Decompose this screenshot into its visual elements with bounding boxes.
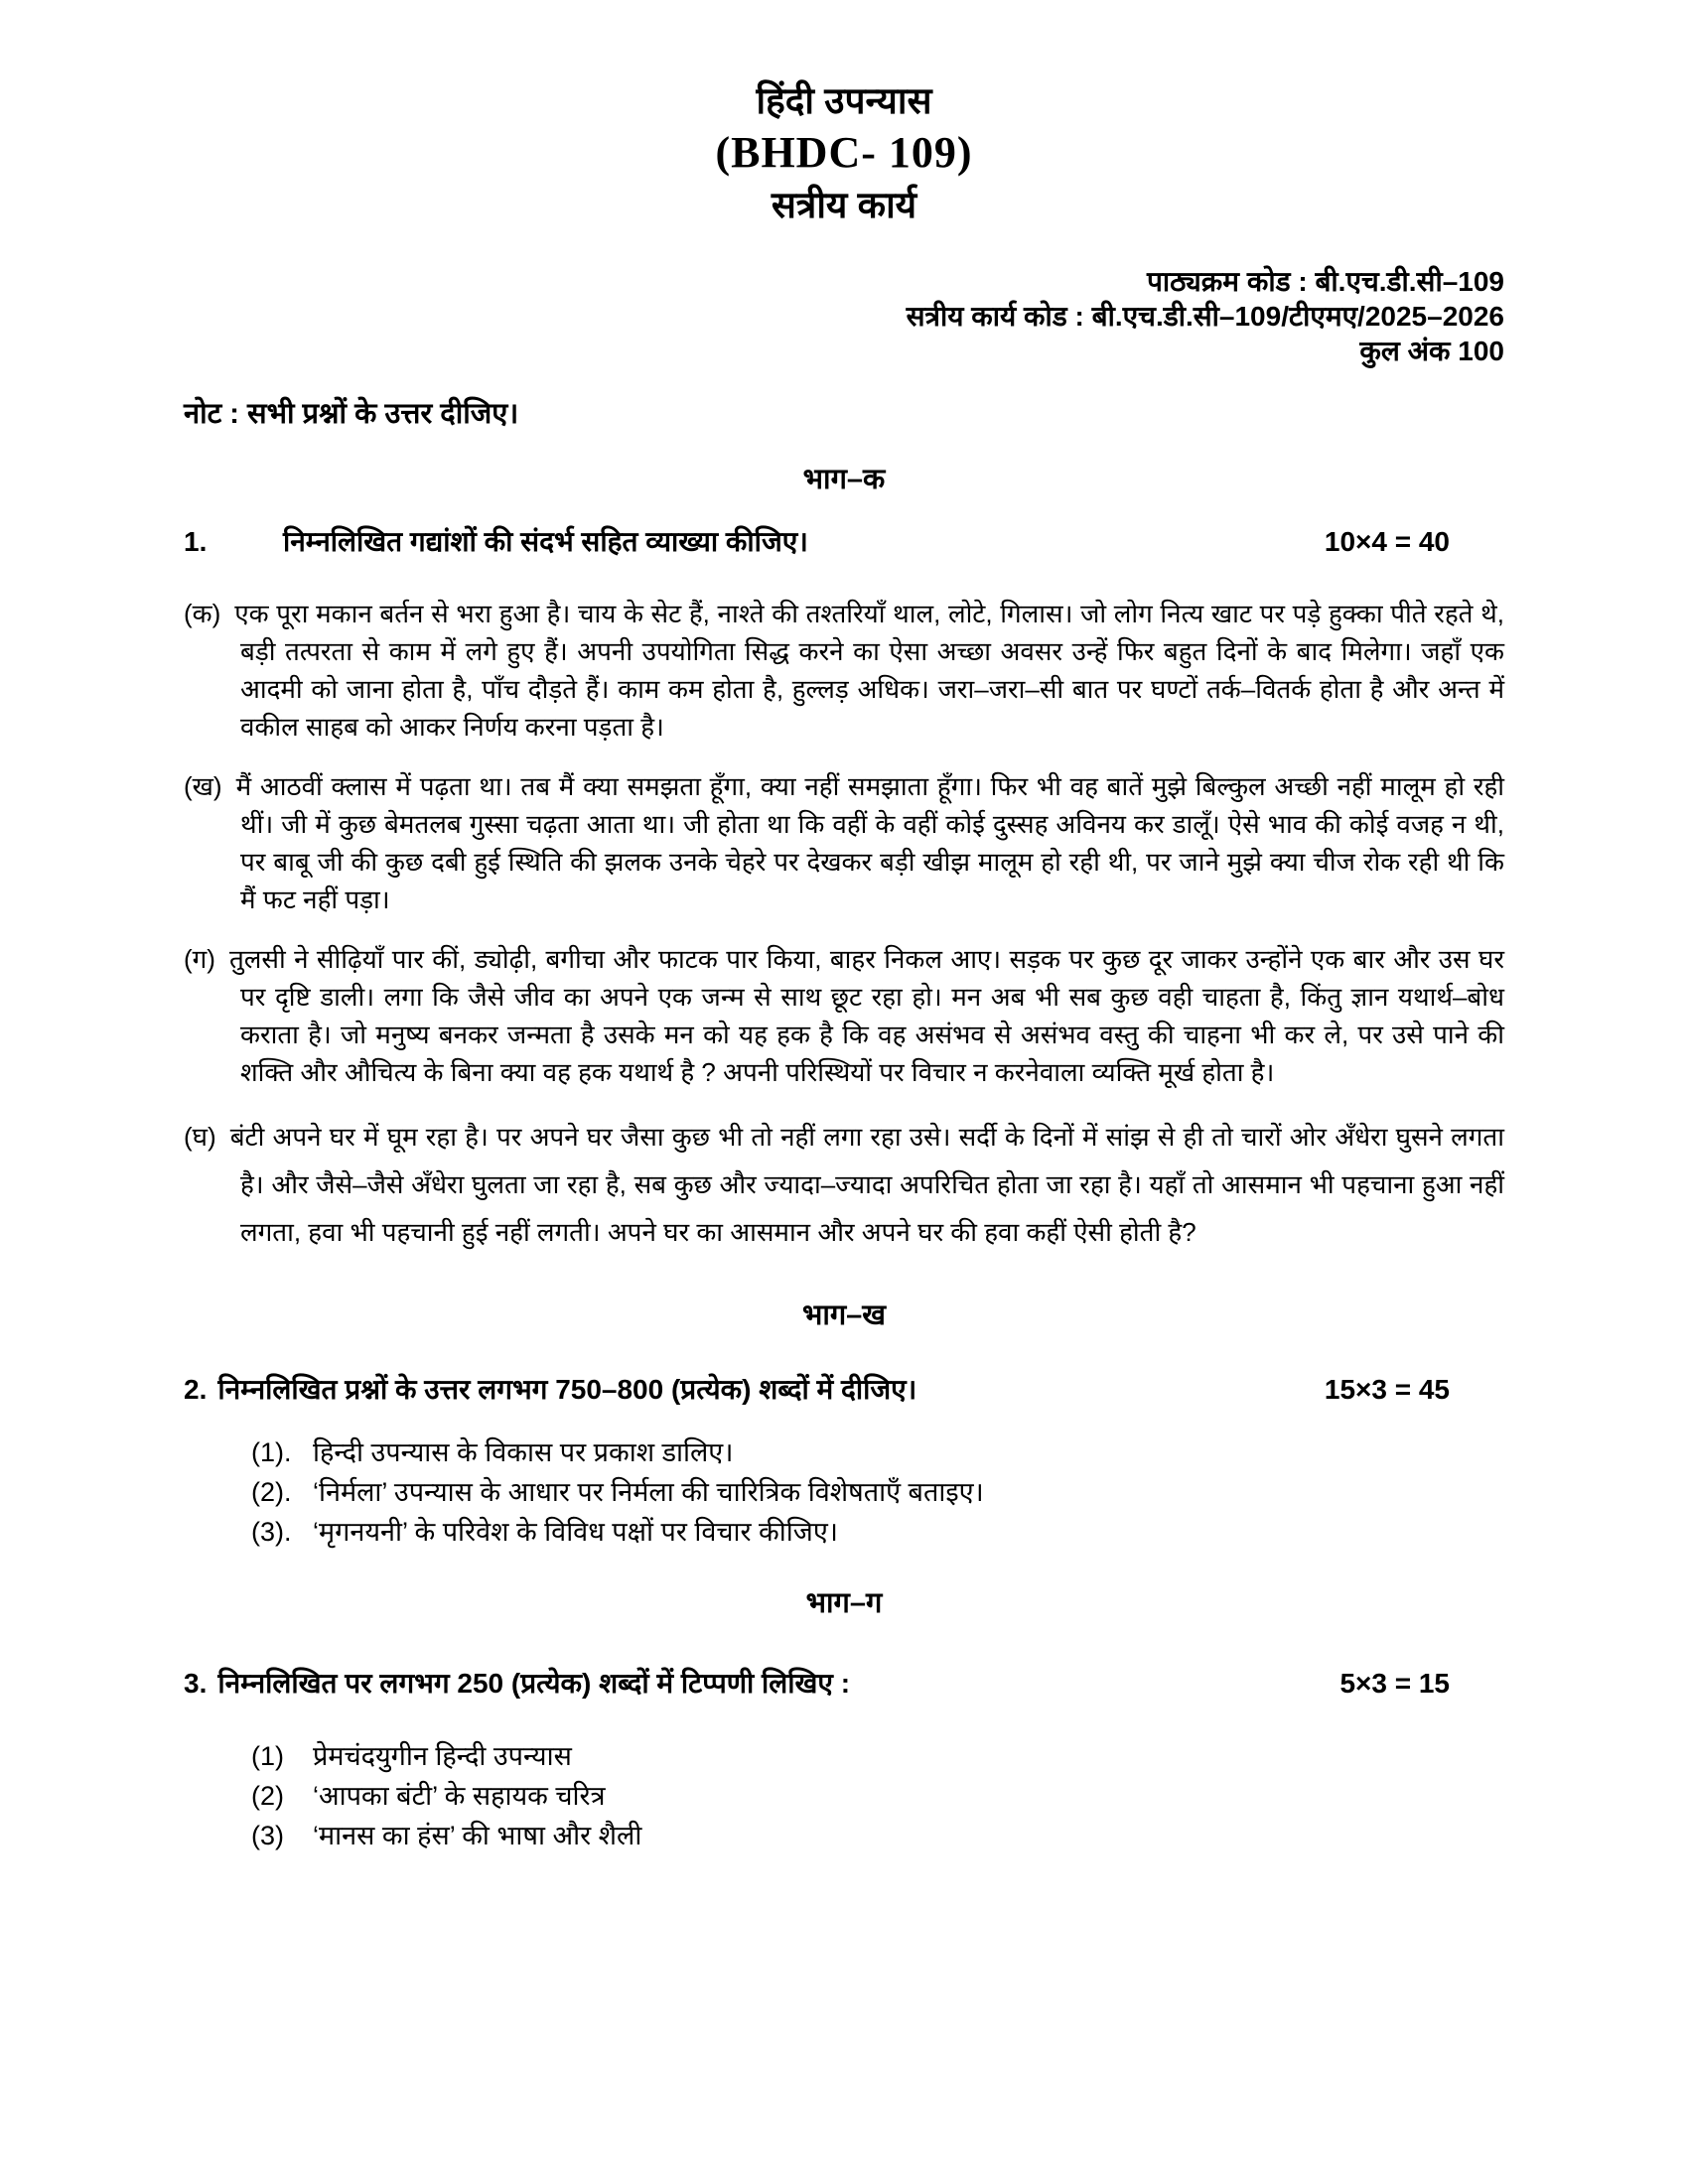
section-a-heading: भाग–क <box>802 464 886 495</box>
passage-ga-label: (ग) <box>184 944 215 974</box>
section-b-heading: भाग–ख <box>801 1299 887 1331</box>
note-line: नोट : सभी प्रश्नों के उत्तर दीजिए। <box>184 398 519 430</box>
passage-gha <box>184 1113 1504 1256</box>
course-code-title: (BHDC- 109) <box>715 128 973 177</box>
passage-ga-text: तुलसी ने सीढ़ियाँ पार कीं, ड्योढ़ी, बगीचा और फाटक पार किया, बाहर निकल आए। सड़क पर कुछ दूर जाकर उन्होंने एक बार और उस घर पर दृष्टि डाली। लगा कि जैसे जीव का अपने एक जन्म से साथ छूट रहा हो। मन अब भी सब कुछ वही चाहता है, किंतु ज्ञान यथार्थ–बोध कराता है। जो मनुष्य बनकर जन्मता है उसके मन को यह हक है कि वह असंभव से असंभव वस्तु की चाहना भी कर ले, पर उसे पाने की शक्ति और औचित्य के बिना क्या वह हक यथार्थ है ? अपनी परिस्थियों पर विचार न करनेवाला व्यक्ति मूर्ख होता है। <box>228 944 1504 1087</box>
question-2-item-3 <box>251 1512 1504 1552</box>
question-2-item-2 <box>251 1472 1504 1512</box>
question-2-item-2-text: ‘निर्मला’ उपन्यास के आधार पर निर्मला की चारित्रिक विशेषताएँ बताइए। <box>313 1477 984 1507</box>
title-block <box>184 0 1504 230</box>
question-2-items <box>251 1433 1504 1552</box>
question-3-marks: 5×3 = 15 <box>1339 1668 1450 1699</box>
section-c-heading: भाग–ग <box>805 1587 883 1619</box>
passage-kha <box>184 767 1504 918</box>
question-2-text: निम्नलिखित प्रश्नों के उत्तर लगभग 750–800 (प्रत्येक) शब्दों में दीजिए। <box>217 1374 917 1405</box>
assignment-type-title: सत्रीय कार्य <box>771 185 917 225</box>
question-3-number: 3. <box>184 1668 208 1699</box>
course-title: हिंदी उपन्यास <box>756 80 932 121</box>
question-2-item-1 <box>251 1433 1504 1472</box>
question-3-item-3-text: ‘मानस का हंस’ की भाषा और शैली <box>313 1821 642 1850</box>
question-2-item-3-text: ‘मृगनयनी’ के परिवेश के विविध पक्षों पर विचार कीजिए। <box>313 1517 838 1547</box>
passage-ka-text: एक पूरा मकान बर्तन से भरा हुआ है। चाय के सेट हैं, नाश्ते की तश्तरियाँ थाल, लोटे, गिलास। जो लोग नित्य खाट पर पड़े हुक्का पीते रहते थे, बड़ी तत्परता से काम में लगे हुए हैं। अपनी उपयोगिता सिद्ध करने का ऐसा अच्छा अवसर उन्हें फिर बहुत दिनों के बाद मिलेगा। जहाँ एक आदमी को जाना होता है, पाँच दौड़ते हैं। काम कम होता है, हुल्लड़ अधिक। जरा–जरा–सी बात पर घण्टों तर्क–वितर्क होता है और अन्त में वकील साहब को आकर निर्णय करना पड़ता है। <box>234 599 1504 742</box>
passage-ga <box>184 940 1504 1091</box>
question-1-row <box>184 523 1504 561</box>
question-3-item-3-label: (3) <box>251 1821 284 1850</box>
passage-kha-text: मैं आठवीं क्लास में पढ़ता था। तब मैं क्या समझता हूँगा, क्या नहीं समझाता हूँगा। फिर भी वह बातें मुझे बिल्कुल अच्छी नहीं मालूम हो रही थीं। जी में कुछ बेमतलब गुस्सा चढ़ता आता था। जी होता था कि वहीं के वहीं कोई दुस्सह अविनय कर डालूँ। ऐसे भाव की कोई वजह न थी, पर बाबू जी की कुछ दबी हुई स्थिति की झलक उनके चेहरे पर देखकर बड़ी खीझ मालूम हो रही थी, पर जाने मुझे क्या चीज रोक रही थी कि मैं फट नहीं पड़ा। <box>235 771 1504 914</box>
question-2-row <box>184 1371 1504 1409</box>
question-3-item-2 <box>251 1776 1504 1816</box>
question-3-text: निम्नलिखित पर लगभग 250 (प्रत्येक) शब्दों में टिप्पणी लिखिए : <box>217 1668 851 1699</box>
course-code-line: पाठ्यक्रम कोड : बी.एच.डी.सी–109 <box>1147 266 1504 297</box>
question-1-number: 1. <box>184 526 208 557</box>
question-3-item-2-text: ‘आपका बंटी’ के सहायक चरित्र <box>313 1781 606 1811</box>
question-3-item-1 <box>251 1736 1504 1776</box>
question-3-row <box>184 1665 1504 1703</box>
question-3-item-1-label: (1) <box>251 1741 284 1771</box>
meta-block <box>184 264 1504 368</box>
question-3-item-2-label: (2) <box>251 1781 284 1811</box>
question-1-marks: 10×4 = 40 <box>1324 526 1450 557</box>
question-2-item-1-label: (1). <box>251 1437 292 1467</box>
question-2-marks: 15×3 = 45 <box>1324 1374 1450 1405</box>
assignment-code-line: सत्रीय कार्य कोड : बी.एच.डी.सी–109/टीएमए/2025–2026 <box>906 301 1504 332</box>
question-2-item-1-text: हिन्दी उपन्यास के विकास पर प्रकाश डालिए। <box>313 1437 734 1467</box>
question-2-number: 2. <box>184 1374 208 1405</box>
question-3-item-1-text: प्रेमचंदयुगीन हिन्दी उपन्यास <box>313 1741 572 1771</box>
question-3-item-3 <box>251 1816 1504 1855</box>
question-3-items <box>251 1736 1504 1855</box>
passage-ka-label: (क) <box>184 599 221 628</box>
total-marks-line: कुल अंक 100 <box>1359 336 1504 366</box>
question-1-text: निम्नलिखित गद्यांशों की संदर्भ सहित व्याख्या कीजिए। <box>283 526 808 557</box>
passage-kha-label: (ख) <box>184 771 222 801</box>
passage-gha-label: (घ) <box>184 1122 216 1152</box>
passage-gha-text: बंटी अपने घर में घूम रहा है। पर अपने घर जैसा कुछ भी तो नहीं लगा रहा उसे। सर्दी के दिनों में सांझ से ही तो चारों ओर अँधेरा घुसने लगता है। और जैसे–जैसे अँधेरा घुलता जा रहा है, सब कुछ और ज्यादा–ज्यादा अपरिचित होता जा रहा है। यहाँ तो आसमान भी पहचाना हुआ नहीं लगता, हवा भी पहचानी हुई नहीं लगती। अपने घर का आसमान और अपने घर की हवा कहीं ऐसी होती है? <box>229 1122 1504 1247</box>
question-2-item-2-label: (2). <box>251 1477 292 1507</box>
passage-ka <box>184 595 1504 746</box>
question-2-item-3-label: (3). <box>251 1517 292 1547</box>
page-content <box>184 0 1504 1855</box>
